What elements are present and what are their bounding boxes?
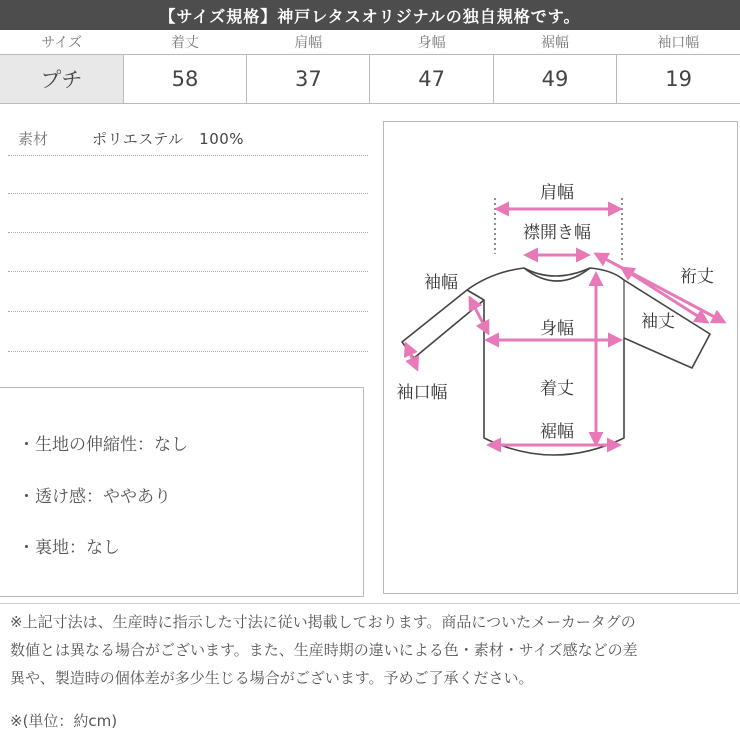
dotted-divider: [8, 193, 368, 194]
yuki-label: 裄丈: [680, 267, 714, 287]
body-width-cell: 47: [370, 55, 493, 104]
col-header-size: サイズ: [0, 30, 123, 55]
col-header-hem: 裾幅: [493, 30, 616, 55]
col-header-cuff: 袖口幅: [617, 30, 740, 55]
col-header-shoulder: 肩幅: [247, 30, 370, 55]
shoulder-cell: 37: [247, 55, 370, 104]
unit-note: ※(単位：約cm): [10, 712, 118, 730]
body-width-label: 身幅: [540, 319, 574, 339]
length-label: 着丈: [540, 379, 574, 399]
page-header: 【サイズ規格】神戸レタスオリジナルの独自規格です。: [0, 0, 740, 30]
size-table: [0, 30, 740, 104]
cuff-cell: 19: [617, 55, 740, 104]
garment-diagram-svg: [384, 122, 739, 595]
length-cell: 58: [123, 55, 246, 104]
hem-cell: 49: [493, 55, 616, 104]
size-table-row: [0, 55, 740, 104]
dotted-divider: [8, 311, 368, 312]
dotted-divider: [8, 271, 368, 272]
note-line-2: 数値とは異なる場合がございます。また、生産時期の違いによる色・素材・サイズ感などの差: [10, 641, 638, 659]
sleeve-width-label: 袖幅: [424, 273, 458, 293]
material-label: 素材: [18, 130, 49, 148]
size-name-cell: プチ: [0, 55, 123, 104]
neck-width-label: 襟開き幅: [523, 223, 591, 243]
cuff-width-label: 袖口幅: [396, 383, 448, 403]
lining-property: ・裏地：なし: [18, 538, 120, 558]
sleeve-length-label: 袖丈: [641, 312, 675, 332]
material-value: ポリエステル 100%: [92, 130, 245, 148]
dotted-divider: [8, 155, 368, 156]
shoulder-label: 肩幅: [540, 183, 574, 203]
notes-divider: [0, 603, 740, 604]
size-table-header-row: [0, 30, 740, 55]
note-line-1: ※上記寸法は、生産時に指示した寸法に従い掲載しております。商品についたメーカータグの: [10, 613, 636, 631]
dotted-divider: [8, 351, 368, 352]
stretch-property: ・生地の伸縮性：なし: [18, 435, 188, 455]
col-header-length: 着丈: [123, 30, 246, 55]
note-line-3: 異や、製造時の個体差が多少生じる場合がございます。予めご了承ください。: [10, 669, 534, 687]
col-header-body-width: 身幅: [370, 30, 493, 55]
hem-width-label: 裾幅: [540, 422, 574, 442]
dotted-divider: [8, 232, 368, 233]
measurement-diagram: [383, 121, 738, 594]
sheerness-property: ・透け感：ややあり: [18, 487, 171, 507]
